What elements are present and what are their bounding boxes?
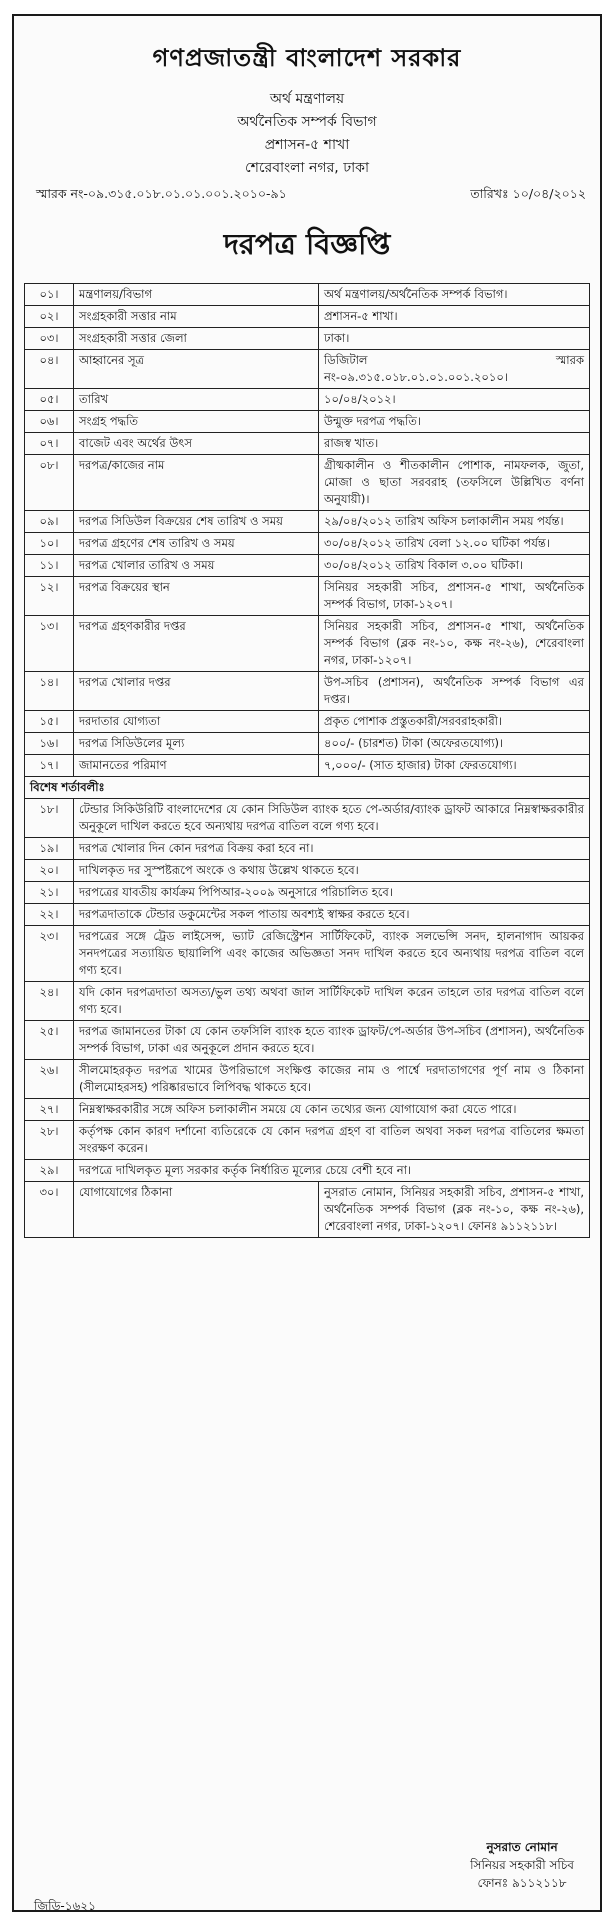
ministry-name: অর্থ মন্ত্রণালয় xyxy=(269,91,345,107)
condition-text: দরপত্রের যাবতীয় কার্যক্রম পিপিআর-২০০৯ অনুসারে পরিচালিত হবে। xyxy=(74,882,590,904)
row-label: দরপত্র খোলার দপ্তর xyxy=(74,672,319,711)
condition-row xyxy=(25,1021,590,1060)
condition-row xyxy=(25,982,590,1021)
condition-text: টেন্ডার সিকিউরিটি বাংলাদেশের যে কোন সিডিউল ব্যাংক হতে পে-অর্ডার/ব্যাংক ড্রাফট আকারে নিম্নস্বাক্ষরকারীর অনুকূলে দাখিল করতে হবে অন্যথায় দরপত্র বাতিল বলে গণ্য হবে। xyxy=(74,799,590,838)
row-label: দরপত্র গ্রহণকারীর দপ্তর xyxy=(74,616,319,672)
row-value: অর্থ মন্ত্রণালয়/অর্থনৈতিক সম্পর্ক বিভাগ। xyxy=(319,284,590,306)
row-value: ডিজিটাল স্মারক নং-০৯.৩১৫.০১৮.০১.০১.০০১.২০১০। xyxy=(319,350,590,389)
row-label: দরপত্র সিডিউলের মূল্য xyxy=(74,733,319,755)
row-label: সংগ্রহ পদ্ধতি xyxy=(74,411,319,433)
table-row xyxy=(25,733,590,755)
row-number: ৩০। xyxy=(25,1182,74,1238)
condition-row xyxy=(25,882,590,904)
row-number: ২৪। xyxy=(25,982,74,1021)
signatory-phone: ফোনঃ ৯১১২১১৮ xyxy=(477,1876,567,1890)
row-number: ০৪। xyxy=(25,350,74,389)
row-value: ৩০/০৪/২০১২ তারিখ বেলা ১২.০০ ঘটিকা পর্যন্ত। xyxy=(319,533,590,555)
table-row xyxy=(25,533,590,555)
row-label: সংগ্রহকারী সত্তার নাম xyxy=(74,306,319,328)
notice-title: দরপত্র বিজ্ঞপ্তি xyxy=(223,227,391,261)
row-label: দরপত্র খোলার তারিখ ও সময় xyxy=(74,555,319,577)
row-value: গ্রীষ্মকালীন ও শীতকালীন পোশাক, নামফলক, জুতা, মোজা ও ছাতা সরবরাহ (তফসিলে উল্লিখিত বর্ণনা অনুযায়ী)। xyxy=(319,455,590,511)
row-number: ০৫। xyxy=(25,389,74,411)
row-number: ০৩। xyxy=(25,328,74,350)
government-title: গণপ্রজাতন্ত্রী বাংলাদেশ সরকার xyxy=(152,43,462,72)
row-number: ১০। xyxy=(25,533,74,555)
row-value: নুসরাত নোমান, সিনিয়র সহকারী সচিব, প্রশাসন-৫ শাখা, অর্থনৈতিক সম্পর্ক বিভাগ (ব্লক নং-১০, কক্ষ নং-২৬), শেরেবাংলা নগর, ঢাকা-১২০৭। ফোনঃ ৯১১২১১৮। xyxy=(319,1182,590,1238)
row-number: ২৯। xyxy=(25,1160,74,1182)
row-number: ০৭। xyxy=(25,433,74,455)
condition-row xyxy=(25,926,590,982)
condition-row xyxy=(25,1121,590,1160)
table-row xyxy=(25,411,590,433)
row-number: ১৬। xyxy=(25,733,74,755)
row-label: দরপত্র বিক্রয়ের স্থান xyxy=(74,577,319,616)
row-value: সিনিয়র সহকারী সচিব, প্রশাসন-৫ শাখা, অর্থনৈতিক সম্পর্ক বিভাগ (ব্লক নং-১০, কক্ষ নং-২৬), শেরেবাংলা নগর, ঢাকা-১২০৭। xyxy=(319,616,590,672)
signature-block xyxy=(470,1838,574,1892)
table-row xyxy=(25,433,590,455)
table-row xyxy=(25,672,590,711)
row-label: দরপত্র সিডিউল বিক্রয়ের শেষ তারিখ ও সময় xyxy=(74,511,319,533)
table-row xyxy=(25,511,590,533)
table-row xyxy=(25,284,590,306)
contact-row xyxy=(25,1182,590,1238)
row-value: রাজস্ব খাত। xyxy=(319,433,590,455)
table-row xyxy=(25,389,590,411)
table-row xyxy=(25,555,590,577)
condition-text: দরপত্র জামানতের টাকা যে কোন তফসিলি ব্যাংক হতে ব্যাংক ড্রাফট/পে-অর্ডার উপ-সচিব (প্রশাসন), অর্থনৈতিক সম্পর্ক বিভাগ, ঢাকা এর অনুকূলে প্রদান করতে হবে। xyxy=(74,1021,590,1060)
condition-text: দাখিলকৃত দর সুস্পষ্টরূপে অংকে ও কথায় উল্লেখ থাকতে হবে। xyxy=(74,860,590,882)
header xyxy=(14,40,600,180)
row-number: ১৩। xyxy=(25,616,74,672)
table-row xyxy=(25,616,590,672)
condition-text: দরপত্র খোলার দিন কোন দরপত্র বিক্রয় করা হবে না। xyxy=(74,838,590,860)
special-conditions-heading: বিশেষ শর্তাবলীঃ xyxy=(25,777,590,799)
condition-row xyxy=(25,1060,590,1099)
row-label: দরদাতার যোগ্যতা xyxy=(74,711,319,733)
gd-reference: জিডি-১৬২১ xyxy=(34,1899,96,1913)
condition-text: সীলমোহরকৃত দরপত্র খামের উপরিভাগে সংক্ষিপ্ত কাজের নাম ও পার্শ্বে দরদাতাগণের পূর্ণ নাম ও ঠিকানা (সীলমোহরসহ) পরিষ্কারভাবে লিপিবদ্ধ থাকতে হবে। xyxy=(74,1060,590,1099)
row-label: দরপত্র গ্রহণের শেষ তারিখ ও সময় xyxy=(74,533,319,555)
condition-text: কর্তৃপক্ষ কোন কারণ দর্শানো ব্যতিরেকে যে কোন দরপত্র গ্রহণ বা বাতিল অথবা সকল দরপত্র বাতিলের ক্ষমতা সংরক্ষণ করেন। xyxy=(74,1121,590,1160)
memo-date: তারিখঃ ১০/০৪/২০১২ xyxy=(470,186,586,201)
row-value: উন্মুক্ত দরপত্র পদ্ধতি। xyxy=(319,411,590,433)
row-number: ১৭। xyxy=(25,755,74,777)
memo-row xyxy=(14,180,600,206)
row-value: ৩০/০৪/২০১২ তারিখ বিকাল ৩.০০ ঘটিকা। xyxy=(319,555,590,577)
special-conditions-heading-row xyxy=(25,777,590,799)
row-value: উপ-সচিব (প্রশাসন), অর্থনৈতিক সম্পর্ক বিভাগ এর দপ্তর। xyxy=(319,672,590,711)
table-row xyxy=(25,328,590,350)
tender-details-table xyxy=(24,283,590,1238)
condition-row xyxy=(25,799,590,838)
condition-row xyxy=(25,1160,590,1182)
condition-text: যদি কোন দরপত্রদাতা অসত্য/ভুল তথ্য অথবা জাল সার্টিফিকেট দাখিল করেন তাহলে তার দরপত্র বাতিল বলে গণ্য হবে। xyxy=(74,982,590,1021)
memo-number: স্মারক নং-০৯.৩১৫.০১৮.০১.০১.০০১.২০১০-৯১ xyxy=(36,186,287,201)
table-row xyxy=(25,306,590,328)
row-value: সিনিয়র সহকারী সচিব, প্রশাসন-৫ শাখা, অর্থনৈতিক সম্পর্ক বিভাগ, ঢাকা-১২০৭। xyxy=(319,577,590,616)
row-number: ২১। xyxy=(25,882,74,904)
row-value: ৭,০০০/- (সাত হাজার) টাকা ফেরতযোগ্য। xyxy=(319,755,590,777)
row-number: ২০। xyxy=(25,860,74,882)
row-number: ২৭। xyxy=(25,1099,74,1121)
signatory-name: নুসরাত নোমান xyxy=(486,1840,558,1854)
row-label: আহ্বানের সূত্র xyxy=(74,350,319,389)
row-value: প্রশাসন-৫ শাখা। xyxy=(319,306,590,328)
row-value: ৪০০/- (চারশত) টাকা (অফেরতযোগ্য)। xyxy=(319,733,590,755)
row-number: ০৮। xyxy=(25,455,74,511)
row-number: ২২। xyxy=(25,904,74,926)
table-row xyxy=(25,711,590,733)
row-number: ১১। xyxy=(25,555,74,577)
address: শেরেবাংলা নগর, ঢাকা xyxy=(244,160,370,176)
row-number: ০৯। xyxy=(25,511,74,533)
row-number: ০২। xyxy=(25,306,74,328)
row-label: মন্ত্রণালয়/বিভাগ xyxy=(74,284,319,306)
condition-row xyxy=(25,1099,590,1121)
table-row xyxy=(25,455,590,511)
row-number: ১২। xyxy=(25,577,74,616)
row-label: তারিখ xyxy=(74,389,319,411)
table-row xyxy=(25,350,590,389)
row-number: ২৩। xyxy=(25,926,74,982)
signatory-designation: সিনিয়র সহকারী সচিব xyxy=(470,1858,574,1872)
condition-row xyxy=(25,838,590,860)
tender-notice-page xyxy=(12,14,602,1912)
branch-name: প্রশাসন-৫ শাখা xyxy=(264,137,350,153)
row-number: ২৫। xyxy=(25,1021,74,1060)
row-label: যোগাযোগের ঠিকানা xyxy=(74,1182,319,1238)
row-number: ২৬। xyxy=(25,1060,74,1099)
table-row xyxy=(25,755,590,777)
row-number: ০১। xyxy=(25,284,74,306)
division-name: অর্থনৈতিক সম্পর্ক বিভাগ xyxy=(237,114,377,130)
condition-text: দরপত্রের সঙ্গে ট্রেড লাইসেন্স, ভ্যাট রেজিস্ট্রেশন সার্টিফিকেট, ব্যাংক সলভেন্সি সনদ, হালনাগাদ আয়কর সনদপত্রের সত্যায়িত ছায়ালিপি এবং কাজের অভিজ্ঞতা সনদ দাখিল করতে হবে অন্যথায় দরপত্র বাতিল বলে গণ্য হবে। xyxy=(74,926,590,982)
table-row xyxy=(25,577,590,616)
row-number: ১৪। xyxy=(25,672,74,711)
row-value: ১০/০৪/২০১২। xyxy=(319,389,590,411)
row-number: ১৫। xyxy=(25,711,74,733)
row-value: ঢাকা। xyxy=(319,328,590,350)
row-number: ১৯। xyxy=(25,838,74,860)
row-label: জামানতের পরিমাণ xyxy=(74,755,319,777)
condition-row xyxy=(25,904,590,926)
row-label: বাজেট এবং অর্থের উৎস xyxy=(74,433,319,455)
row-value: ২৯/০৪/২০১২ তারিখ অফিস চলাকালীন সময় পর্যন্ত। xyxy=(319,511,590,533)
row-label: সংগ্রহকারী সত্তার জেলা xyxy=(74,328,319,350)
row-number: ১৮। xyxy=(25,799,74,838)
condition-row xyxy=(25,860,590,882)
row-number: ০৬। xyxy=(25,411,74,433)
condition-text: নিম্নস্বাক্ষরকারীর সঙ্গে অফিস চলাকালীন সময়ে যে কোন তথ্যের জন্য যোগাযোগ করা যেতে পারে। xyxy=(74,1099,590,1121)
row-label: দরপত্র/কাজের নাম xyxy=(74,455,319,511)
row-value: প্রকৃত পোশাক প্রস্তুতকারী/সরবরাহকারী। xyxy=(319,711,590,733)
condition-text: দরপত্রে দাখিলকৃত মূল্য সরকার কর্তৃক নির্ধারিত মূল্যের চেয়ে বেশী হবে না। xyxy=(74,1160,590,1182)
condition-text: দরপত্রদাতাকে টেন্ডার ডকুমেন্টের সকল পাতায় অবশ্যই স্বাক্ষর করতে হবে। xyxy=(74,904,590,926)
row-number: ২৮। xyxy=(25,1121,74,1160)
